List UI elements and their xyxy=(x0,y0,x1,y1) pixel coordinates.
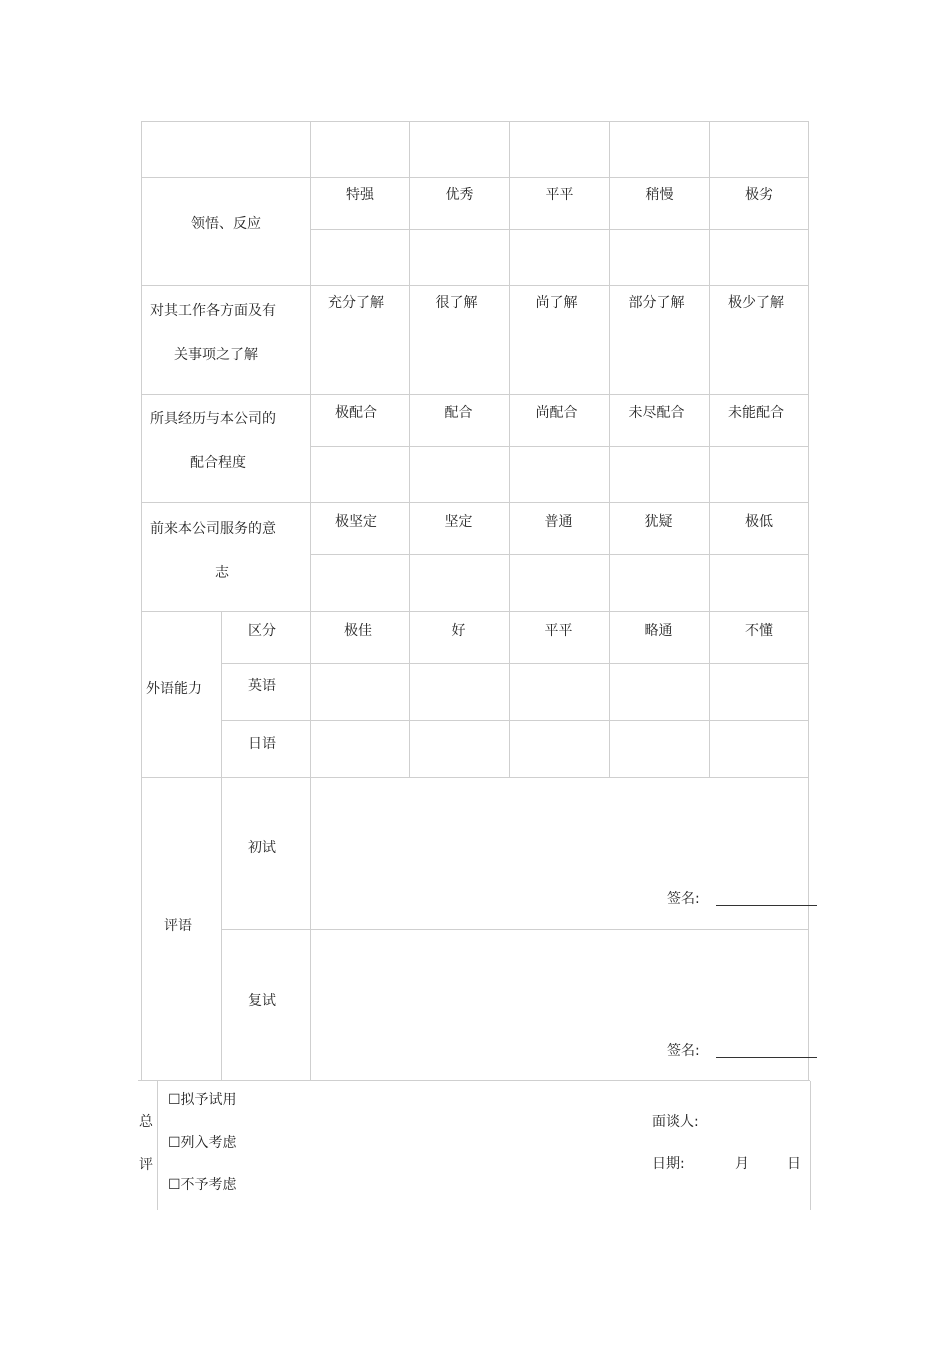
experience-fit-label-line1: 所具经历与本公司的 xyxy=(150,411,276,427)
willingness-label-line2: 志 xyxy=(215,565,229,581)
experience-fit-check-2[interactable] xyxy=(409,446,510,503)
choice-reject-checkbox[interactable]: ☐不予考虑 xyxy=(168,1177,237,1193)
experience-fit-option-label: 极配合 xyxy=(335,405,377,421)
willingness-label-cell xyxy=(141,502,311,612)
english-check-5[interactable] xyxy=(709,663,809,721)
top-option-cell-5[interactable] xyxy=(709,121,809,178)
language-option-label: 平平 xyxy=(544,623,573,639)
language-option-label: 极佳 xyxy=(344,623,372,639)
willingness-option-label: 普通 xyxy=(544,514,573,530)
second-interview-signature-line[interactable] xyxy=(716,1057,817,1058)
japanese-label: 日语 xyxy=(248,736,276,752)
interviewer-label: 面谈人: xyxy=(652,1114,699,1130)
overall-label-top: 总 xyxy=(139,1114,153,1130)
comprehension-check-5[interactable] xyxy=(709,229,809,286)
overall-top-border xyxy=(138,1080,810,1081)
work-knowledge-option-label: 尚了解 xyxy=(535,295,578,311)
english-check-4[interactable] xyxy=(609,663,710,721)
english-label: 英语 xyxy=(248,678,276,694)
comprehension-option-label: 特强 xyxy=(346,187,374,203)
top-option-cell-4[interactable] xyxy=(609,121,710,178)
experience-fit-label-line2: 配合程度 xyxy=(190,455,246,471)
top-label-cell xyxy=(141,121,311,178)
japanese-check-4[interactable] xyxy=(609,720,710,778)
experience-fit-check-1[interactable] xyxy=(310,446,410,503)
comprehension-option-label: 平平 xyxy=(545,187,574,203)
second-interview-comment-area[interactable] xyxy=(310,929,809,1081)
japanese-check-5[interactable] xyxy=(709,720,809,778)
japanese-check-2[interactable] xyxy=(409,720,510,778)
willingness-check-2[interactable] xyxy=(409,554,510,612)
choice-consider-checkbox[interactable]: ☐列入考虑 xyxy=(168,1135,237,1151)
language-header: 区分 xyxy=(248,623,276,639)
work-knowledge-option-label: 极少了解 xyxy=(728,295,784,311)
second-interview-label: 复试 xyxy=(248,993,276,1009)
first-interview-signature-line[interactable] xyxy=(716,905,817,906)
date-label: 日期: xyxy=(652,1156,685,1172)
choice-trial-checkbox[interactable]: ☐拟予试用 xyxy=(168,1092,237,1108)
work-knowledge-option-label: 很了解 xyxy=(435,295,478,311)
comments-label: 评语 xyxy=(164,918,192,934)
top-option-cell-3[interactable] xyxy=(509,121,610,178)
english-check-3[interactable] xyxy=(509,663,610,721)
experience-fit-option-label: 尚配合 xyxy=(535,405,578,421)
comprehension-option-label: 优秀 xyxy=(445,187,474,203)
willingness-check-3[interactable] xyxy=(509,554,610,612)
willingness-option-label: 坚定 xyxy=(444,514,473,530)
english-check-1[interactable] xyxy=(310,663,410,721)
willingness-check-5[interactable] xyxy=(709,554,809,612)
first-interview-comment-area[interactable] xyxy=(310,777,809,930)
overall-right-border xyxy=(810,1081,811,1210)
japanese-check-1[interactable] xyxy=(310,720,410,778)
language-label: 外语能力 xyxy=(146,681,202,697)
work-knowledge-label-line2: 关事项之了解 xyxy=(174,347,258,363)
experience-fit-option-label: 未能配合 xyxy=(728,405,784,421)
english-check-2[interactable] xyxy=(409,663,510,721)
comprehension-check-3[interactable] xyxy=(509,229,610,286)
work-knowledge-option-label: 充分了解 xyxy=(328,295,384,311)
comprehension-check-2[interactable] xyxy=(409,229,510,286)
date-day-label: 日 xyxy=(787,1156,801,1172)
language-option-label: 不懂 xyxy=(745,623,773,639)
second-interview-signature-label: 签名: xyxy=(667,1043,700,1059)
experience-fit-check-4[interactable] xyxy=(609,446,710,503)
experience-fit-check-5[interactable] xyxy=(709,446,809,503)
willingness-option-label: 犹疑 xyxy=(644,514,673,530)
language-option-label: 好 xyxy=(451,623,466,639)
top-option-cell-1[interactable] xyxy=(310,121,410,178)
overall-divider xyxy=(157,1081,158,1210)
willingness-check-4[interactable] xyxy=(609,554,710,612)
experience-fit-option-label: 配合 xyxy=(444,405,473,421)
willingness-option-label: 极坚定 xyxy=(335,514,377,530)
date-month-label: 月 xyxy=(735,1156,749,1172)
experience-fit-option-label: 未尽配合 xyxy=(628,405,685,421)
first-interview-signature-label: 签名: xyxy=(667,891,700,907)
willingness-label-line1: 前来本公司服务的意 xyxy=(150,521,276,537)
comprehension-check-4[interactable] xyxy=(609,229,710,286)
comprehension-check-1[interactable] xyxy=(310,229,410,286)
comprehension-label: 领悟、反应 xyxy=(191,216,261,232)
experience-fit-check-3[interactable] xyxy=(509,446,610,503)
overall-label-bottom: 评 xyxy=(139,1157,153,1173)
first-interview-label: 初试 xyxy=(248,840,276,856)
comprehension-option-label: 稍慢 xyxy=(645,187,674,203)
work-knowledge-label-line1: 对其工作各方面及有 xyxy=(150,303,276,319)
willingness-option-label: 极低 xyxy=(745,514,773,530)
comprehension-option-label: 极劣 xyxy=(745,187,773,203)
language-option-label: 略通 xyxy=(644,623,673,639)
willingness-check-1[interactable] xyxy=(310,554,410,612)
top-option-cell-2[interactable] xyxy=(409,121,510,178)
japanese-check-3[interactable] xyxy=(509,720,610,778)
work-knowledge-option-label: 部分了解 xyxy=(628,295,685,311)
